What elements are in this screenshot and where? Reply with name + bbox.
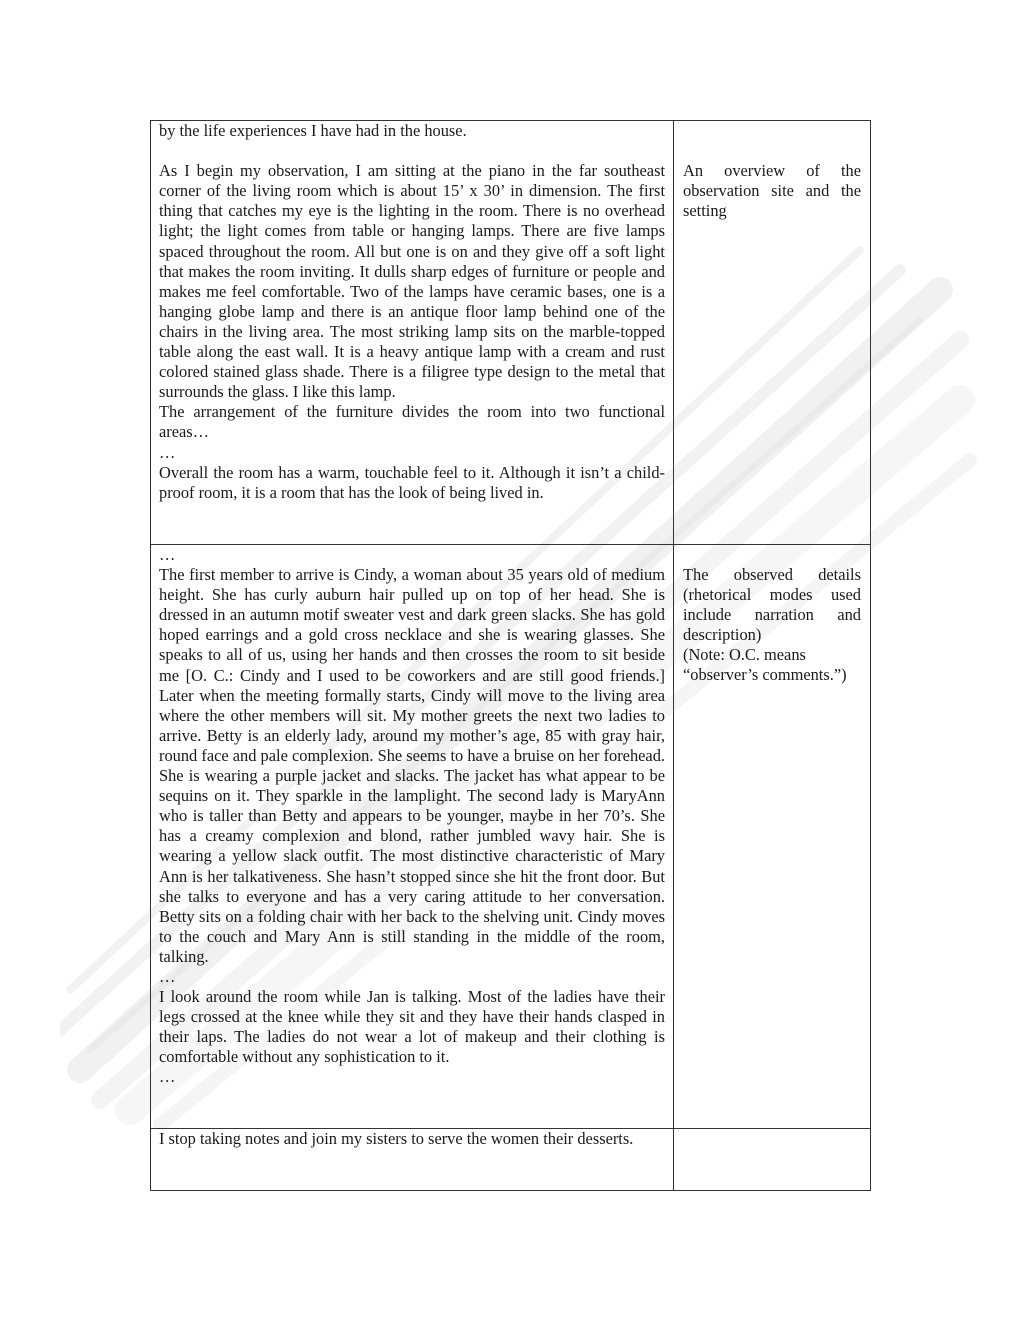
notes-paragraph: I stop taking notes and join my sisters to serve the women their desserts. (159, 1129, 634, 1148)
notes-paragraph: by the life experiences I have had in the house. (159, 121, 467, 140)
field-notes-table (150, 120, 871, 1191)
notes-cell (151, 545, 674, 1129)
ellipsis: … (159, 1067, 176, 1087)
table-row (151, 1129, 871, 1191)
ellipsis: … (159, 545, 176, 564)
ellipsis: … (159, 966, 176, 986)
table-row (151, 121, 871, 545)
notes-paragraph: As I begin my observation, I am sitting at the piano in the far southeast corner of the living room which is about 15’ x 30’ in dimension. The first thing that catches my eye is the lighting in the room. There is no overhead light; the light comes from table or hanging lamps. There are five lamps spaced throughout the room. All but one is on and they give off a soft light that makes the room inviting. It dulls sharp edges of furniture or people and makes me feel comfortable. Two of the lamps have ceramic bases, one is a hanging globe lamp and there is an antique floor lamp behind one of the chairs in the living area. The most striking lamp sits on the marble-topped table along the east wall. It is a heavy antique lamp with a cream and rust colored stained glass shade. There is a filigree type design to the metal that surrounds the glass. I like this lamp. (159, 161, 665, 402)
comment-cell (674, 545, 871, 1129)
table-row (151, 545, 871, 1129)
notes-paragraph: The first member to arrive is Cindy, a woman about 35 years old of medium height. She has curly auburn hair pulled up on top of her head. She is dressed in an autumn motif sweater vest and dark green slacks. She has gold hoped earrings and a gold cross necklace and she is wearing glasses. She speaks to all of us, using her hands and then crosses the room to sit beside me [O. C.: Cindy and I used to be coworkers and are still good friends.] Later when the meeting formally starts, Cindy will move to the living area where the other members will sit. My mother greets the next two ladies to arrive. Betty is an elderly lady, around my mother’s age, 85 with gray hair, round face and pale complexion. She seems to have a bruise on her forehead. She is wearing a purple jacket and slacks. The jacket has what appear to be sequins on it. They sparkle in the lamplight. The second lady is MaryAnn who is taller than Betty and appears to be younger, maybe in her 70’s. She has a creamy complexion and blond, rather jumbled wavy hair. She is wearing a yellow slack outfit. The most distinctive characteristic of Mary Ann is her talkativeness. She hasn’t stopped since she hit the front door. But she talks to everyone and has a very caring attitude to her conversation. Betty sits on a folding chair with her back to the shelving unit. Cindy moves to the couch and Mary Ann is still standing in the middle of the room, talking. (159, 565, 665, 966)
ellipsis: … (159, 442, 176, 462)
notes-paragraph: The arrangement of the furniture divides the room into two functional areas… (159, 402, 665, 442)
notes-cell (151, 121, 674, 545)
comment-cell (674, 121, 871, 545)
comment-note: (Note: O.C. means “observer’s comments.”) (683, 645, 847, 685)
notes-paragraph: I look around the room while Jan is talking. Most of the ladies have their legs crossed at the knee while they sit and they have their hands clasped in their laps. The ladies do not wear a lot of makeup and their clothing is comfortable without any sophistication to it. (159, 987, 665, 1067)
notes-cell (151, 1129, 674, 1191)
comment-text: An overview of the observation site and the setting (683, 161, 861, 221)
comment-text: The observed details (rhetorical modes used include narration and description) (683, 565, 861, 645)
notes-paragraph: Overall the room has a warm, touchable feel to it. Although it isn’t a child-proof room, it is a room that has the look of being lived in. (159, 462, 665, 502)
comment-cell (674, 1129, 871, 1191)
